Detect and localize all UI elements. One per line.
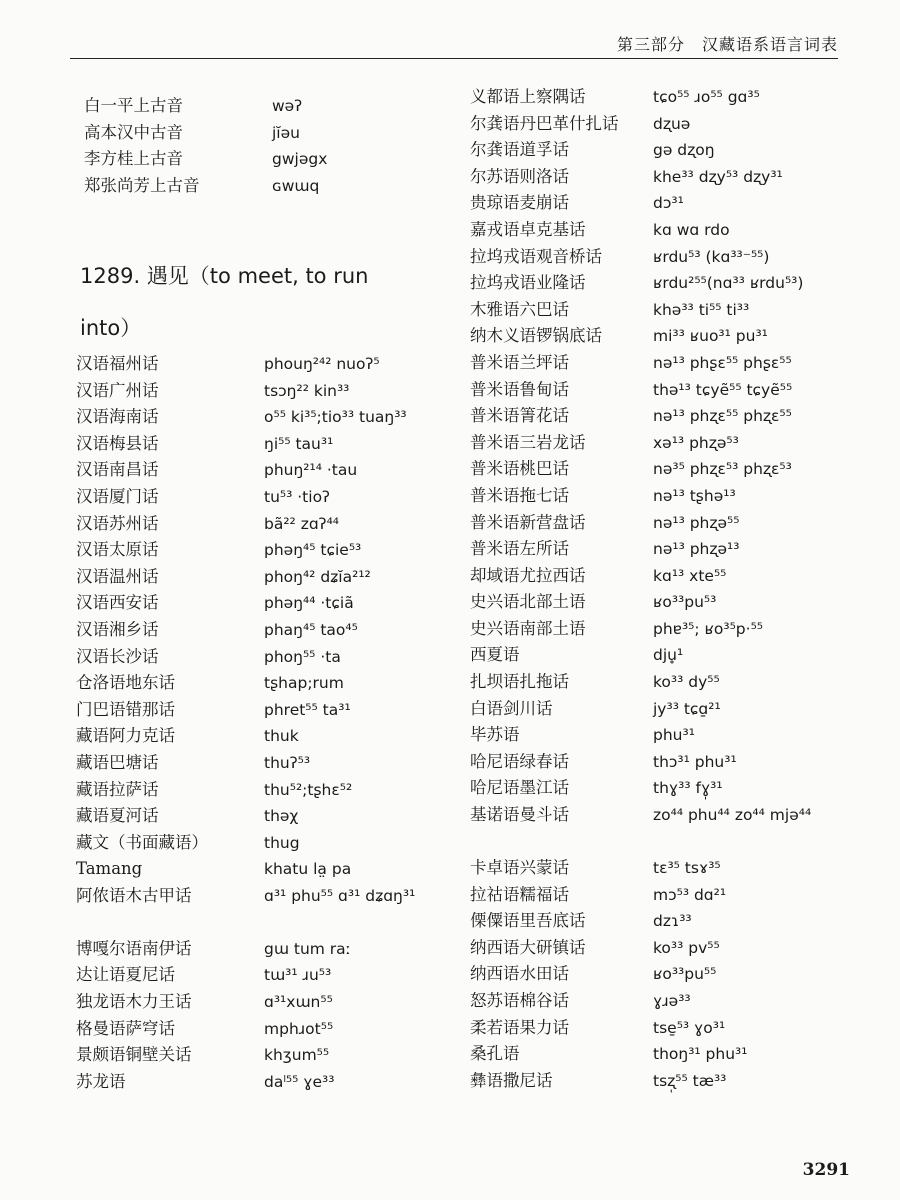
language-name: 扎坝语扎拖话 — [470, 672, 569, 692]
language-name: 哈尼语绿春话 — [470, 751, 569, 771]
table-row — [470, 430, 850, 457]
table-row — [470, 510, 850, 537]
table-row — [470, 536, 850, 563]
word-form: tsʐ̩⁵⁵ tæ³³ — [653, 1071, 727, 1090]
table-row — [470, 1015, 850, 1042]
word-form: thug — [264, 833, 300, 852]
language-name: 苏龙语 — [76, 1071, 126, 1091]
language-name: 西夏语 — [470, 645, 520, 665]
language-name: 汉语厦门话 — [76, 486, 159, 506]
table-row — [76, 511, 461, 538]
language-name: 汉语温州话 — [76, 566, 159, 586]
page-number: 3291 — [802, 1160, 850, 1180]
language-name: 尔龚语道孚话 — [470, 140, 569, 160]
word-form: thuʔ⁵³ — [264, 753, 311, 772]
word-form: nə¹³ phʐɛ⁵⁵ phʐɛ⁵⁵ — [653, 407, 792, 426]
word-form: mɔ⁵³ dɑ²¹ — [653, 885, 727, 904]
language-name: 门巴语错那话 — [76, 699, 175, 719]
language-name: 独龙语木力王话 — [76, 992, 192, 1012]
word-form: gɯ tum raː — [264, 939, 351, 958]
word-form: thu⁵²;tʂhɛ⁵² — [264, 780, 353, 799]
table-row — [84, 93, 464, 120]
table-row — [470, 722, 850, 749]
table-row — [470, 350, 850, 377]
word-form: tu⁵³ ·tioʔ — [264, 487, 330, 506]
word-form: ɢwɯq — [272, 176, 320, 195]
word-form: mphɹot⁵⁵ — [264, 1019, 334, 1038]
table-row — [76, 617, 461, 644]
language-name: 彝语撒尼话 — [470, 1070, 553, 1090]
table-row — [470, 84, 850, 111]
table-row — [84, 120, 464, 147]
table-row — [470, 377, 850, 404]
right-column-entries — [470, 84, 850, 1094]
word-form: ko³³ pv⁵⁵ — [653, 938, 720, 957]
word-form: ʁo³³pu⁵³ — [653, 593, 717, 612]
language-name: 高本汉中古音 — [84, 122, 183, 142]
table-row — [76, 962, 461, 989]
language-name: 桑孔语 — [470, 1044, 520, 1064]
word-form: tɯ³¹ ɹu⁵³ — [264, 966, 332, 985]
language-name: 藏语巴塘话 — [76, 752, 159, 772]
table-row — [76, 457, 461, 484]
language-name: 白一平上古音 — [84, 96, 183, 115]
language-name: 阿侬语木古甲话 — [76, 885, 192, 905]
word-form: jy³³ tɕɑ̱²¹ — [653, 699, 721, 718]
language-name: 藏文（书面藏语） — [76, 832, 208, 852]
word-form: phu³¹ — [653, 726, 695, 745]
table-row — [470, 1041, 850, 1068]
word-form: ko³³ dy⁵⁵ — [653, 673, 720, 692]
table-row — [470, 137, 850, 164]
table-row — [76, 670, 461, 697]
table-row — [470, 323, 850, 350]
word-form: kɑ wɑ rdo — [653, 220, 730, 239]
word-form: dzɿ³³ — [653, 912, 692, 931]
table-row — [470, 935, 850, 962]
table-row — [76, 856, 461, 883]
language-name: 普米语兰坪话 — [470, 352, 569, 372]
language-name: 拉坞戎语业隆话 — [470, 273, 586, 293]
left-column-previous-entry — [84, 93, 464, 199]
language-name: 汉语广州话 — [76, 380, 159, 400]
language-name: 柔若语果力话 — [470, 1017, 569, 1037]
language-name: 藏语阿力克话 — [76, 726, 175, 746]
table-row — [76, 378, 461, 405]
table-row — [76, 537, 461, 564]
table-row — [470, 882, 850, 909]
language-name: 尔苏语则洛话 — [470, 166, 569, 186]
table-row — [76, 803, 461, 830]
entry-heading — [80, 250, 410, 354]
word-form: ŋi⁵⁵ tau³¹ — [264, 434, 334, 453]
language-name: 李方桂上古音 — [84, 149, 183, 169]
table-row — [76, 1016, 461, 1043]
table-row — [470, 217, 850, 244]
language-name: 汉语苏州话 — [76, 513, 159, 533]
word-form: khə³³ ti⁵⁵ ti³³ — [653, 300, 750, 319]
word-form: ɑ³¹ phu⁵⁵ ɑ³¹ dʑɑŋ³¹ — [264, 886, 416, 905]
language-name: 郑张尚芳上古音 — [84, 175, 200, 195]
word-form: phɐ³⁵; ʁo³⁵p·⁵⁵ — [653, 619, 763, 638]
language-name: 汉语梅县话 — [76, 433, 159, 453]
language-name: 纳西语水田话 — [470, 964, 569, 984]
language-name: 汉语海南话 — [76, 407, 159, 427]
language-name: 普米语桃巴话 — [470, 459, 569, 479]
word-form: o⁵⁵ ki³⁵;tio³³ tuaŋ³³ — [264, 408, 407, 427]
language-name: 基诺语曼斗话 — [470, 805, 569, 825]
table-row — [76, 564, 461, 591]
table-row — [76, 723, 461, 750]
left-column-entries — [76, 351, 461, 1095]
language-name: 怒苏语棉谷话 — [470, 991, 569, 1010]
word-form: zo⁴⁴ phu⁴⁴ zo⁴⁴ mjə⁴⁴ — [653, 806, 812, 825]
language-name: 普米语三岩龙话 — [470, 432, 586, 452]
language-name: 傈僳语里吾底话 — [470, 911, 586, 931]
table-row — [76, 936, 461, 963]
language-name: 拉祜语糯福话 — [470, 884, 569, 904]
word-form: bã²² zɑʔ⁴⁴ — [264, 514, 340, 533]
table-row — [470, 988, 850, 1015]
table-row — [470, 483, 850, 510]
language-name: 毕苏语 — [470, 725, 520, 745]
language-name: 汉语福州话 — [76, 354, 159, 373]
language-name: 普米语鲁甸话 — [470, 379, 569, 399]
word-form: nə¹³ phʂɛ⁵⁵ phʂɛ⁵⁵ — [653, 353, 792, 372]
word-form: khʒum⁵⁵ — [264, 1046, 330, 1065]
language-name: 汉语长沙话 — [76, 646, 159, 666]
language-name: 汉语湘乡话 — [76, 619, 159, 639]
language-name: 仓洛语地东话 — [76, 673, 175, 693]
language-name: Tamang — [76, 859, 143, 879]
table-row — [76, 777, 461, 804]
table-row — [76, 644, 461, 671]
language-name: 达让语夏尼话 — [76, 965, 175, 985]
word-form: tsɔŋ²² kin³³ — [264, 381, 350, 400]
language-name: 卡卓语兴蒙话 — [470, 858, 569, 878]
language-name: 格曼语萨穹话 — [76, 1018, 175, 1038]
word-form: nə¹³ phʐə⁵⁵ — [653, 513, 740, 532]
word-form: phoŋ⁴² dʑĭa²¹² — [264, 567, 371, 586]
table-row — [470, 164, 850, 191]
word-form: phoŋ⁵⁵ ·ta — [264, 647, 341, 666]
word-form: phəŋ⁴⁴ ·tɕiã — [264, 594, 354, 613]
table-row — [76, 697, 461, 724]
language-name: 白语剑川话 — [470, 698, 553, 718]
language-name: 尔龚语丹巴革什扎话 — [470, 113, 619, 133]
table-row — [470, 1068, 850, 1095]
language-name: 普米语拖七话 — [470, 485, 569, 505]
word-form: nə¹³ tʂhə¹³ — [653, 486, 736, 505]
table-row — [470, 696, 850, 723]
word-form: thə¹³ tɕyẽ⁵⁵ tɕyẽ⁵⁵ — [653, 380, 793, 399]
word-form: jĭəu — [272, 123, 300, 142]
word-form: tse̱⁵³ ɣo³¹ — [653, 1018, 726, 1037]
word-form: phaŋ⁴⁵ tao⁴⁵ — [264, 620, 358, 639]
word-form: thɔ³¹ phu³¹ — [653, 752, 737, 771]
table-row — [470, 642, 850, 669]
word-form: tɕo⁵⁵ ɹo⁵⁵ gɑ³⁵ — [653, 88, 760, 106]
word-form: wəʔ — [272, 97, 303, 115]
word-form: thoŋ³¹ phu³¹ — [653, 1045, 748, 1064]
language-name: 汉语南昌话 — [76, 460, 159, 480]
language-name: 汉语西安话 — [76, 593, 159, 613]
word-form: dʐuə — [653, 114, 691, 133]
language-name: 却域语尤拉西话 — [470, 565, 586, 585]
running-header: 第三部分 汉藏语系语言词表 — [616, 35, 838, 54]
table-row — [84, 146, 464, 173]
word-form: tʂhap;rum — [264, 674, 344, 693]
language-name: 博嘎尔语南伊话 — [76, 938, 192, 958]
table-row — [470, 589, 850, 616]
language-name: 汉语太原话 — [76, 540, 159, 560]
table-row — [470, 190, 850, 217]
word-form: khatu la̤ pa — [264, 860, 352, 879]
word-form: thuk — [264, 727, 299, 746]
table-row — [470, 456, 850, 483]
table-row — [76, 1069, 461, 1096]
word-form: dju̥¹ — [653, 646, 684, 665]
header-rule — [70, 58, 838, 59]
word-form: nə¹³ phʐə¹³ — [653, 540, 740, 559]
word-form: kɑ¹³ xte⁵⁵ — [653, 566, 727, 585]
table-row — [470, 855, 850, 882]
table-row — [76, 989, 461, 1016]
table-row — [470, 297, 850, 324]
word-form: mi³³ ʁuo³¹ pu³¹ — [653, 327, 768, 346]
table-row — [470, 775, 850, 802]
language-name: 木雅语六巴话 — [470, 299, 569, 319]
word-form: ʁo³³pu⁵⁵ — [653, 965, 717, 984]
language-name: 拉坞戎语观音桥话 — [470, 246, 602, 266]
table-row — [470, 749, 850, 776]
entry-title: 遇见（to meet, to run into） — [80, 264, 369, 340]
word-form: tɛ³⁵ tsɤ³⁵ — [653, 859, 721, 878]
word-form: khe³³ dʐy⁵³ dʐy³¹ — [653, 167, 783, 186]
word-form: gwjəgx — [272, 150, 328, 169]
language-name: 纳木义语锣锅底话 — [470, 326, 602, 346]
language-name: 普米语左所话 — [470, 539, 569, 559]
language-name: 贵琼语麦崩话 — [470, 193, 569, 213]
word-form: xə¹³ phʐə⁵³ — [653, 433, 739, 452]
word-form: phəŋ⁴⁵ tɕie⁵³ — [264, 541, 362, 560]
language-name: 嘉戎语卓克基话 — [470, 219, 586, 239]
entry-number: 1289. — [80, 264, 141, 288]
table-row — [76, 883, 461, 936]
table-row — [470, 616, 850, 643]
word-form: thɣ³³ fɣ̩³¹ — [653, 779, 723, 798]
table-row — [470, 961, 850, 988]
word-form: phret⁵⁵ ta³¹ — [264, 700, 351, 719]
table-row — [470, 908, 850, 935]
table-row — [76, 750, 461, 777]
word-form: thəχ — [264, 807, 299, 826]
table-row — [76, 404, 461, 431]
table-row — [76, 484, 461, 511]
word-form: nə³⁵ phʐɛ⁵³ phʐɛ⁵³ — [653, 460, 792, 479]
table-row — [470, 403, 850, 430]
word-form: dɔ³¹ — [653, 194, 684, 213]
word-form: ʁrdu⁵³ (kɑ³³⁻⁵⁵) — [653, 247, 770, 266]
word-form: daˡ⁵⁵ ɣe³³ — [264, 1072, 335, 1091]
language-name: 普米语箐花话 — [470, 406, 569, 426]
table-row — [470, 270, 850, 297]
word-form: gə dʐoŋ — [653, 141, 715, 160]
language-name: 哈尼语墨江话 — [470, 778, 569, 798]
word-form: ɑ³¹xɯn⁵⁵ — [264, 993, 333, 1012]
language-name: 藏语拉萨话 — [76, 779, 159, 799]
word-form: ʁrdu²⁵⁵(nɑ³³ ʁrdu⁵³) — [653, 274, 804, 293]
table-row — [470, 244, 850, 271]
table-row — [76, 1042, 461, 1069]
table-row — [470, 111, 850, 138]
table-row — [76, 431, 461, 458]
language-name: 纳西语大研镇话 — [470, 937, 586, 957]
word-form: phuŋ²¹⁴ ·tau — [264, 461, 358, 480]
language-name: 史兴语南部土语 — [470, 618, 586, 638]
language-name: 藏语夏河话 — [76, 806, 159, 826]
table-row — [76, 351, 461, 378]
table-row — [470, 563, 850, 590]
table-row — [76, 830, 461, 857]
table-row — [470, 669, 850, 696]
language-name: 景颇语铜壁关话 — [76, 1045, 192, 1065]
table-row — [84, 173, 464, 200]
language-name: 史兴语北部土语 — [470, 592, 586, 612]
language-name: 义都语上察隅话 — [470, 87, 586, 106]
word-form: phouŋ²⁴² nuoʔ⁵ — [264, 355, 380, 373]
table-row — [76, 590, 461, 617]
word-form: ɣɹə³³ — [653, 992, 691, 1010]
language-name: 普米语新营盘话 — [470, 512, 586, 532]
table-row — [470, 802, 850, 855]
